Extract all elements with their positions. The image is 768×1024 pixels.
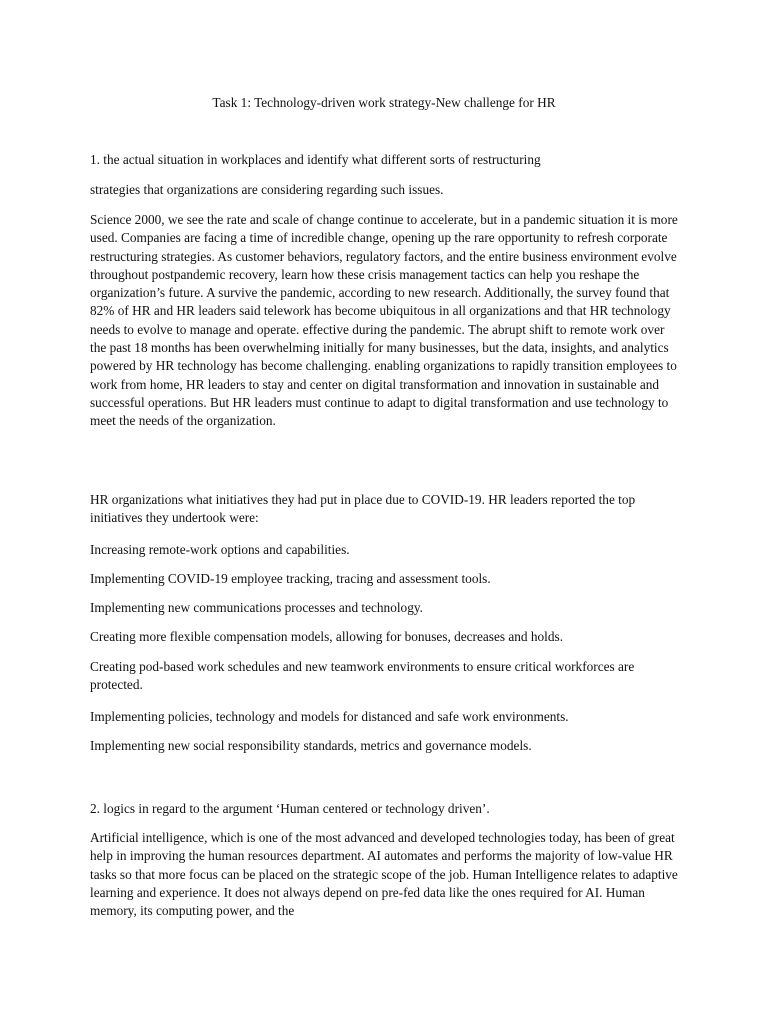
paragraph-2: HR organizations what initiatives they had put in place due to COVID-19. HR leaders reported the top initiatives they undertook were: [90,492,636,526]
initiative-item-7: Implementing new social responsibility standards, metrics and governance models. [90,738,532,753]
section2-heading: 2. logics in regard to the argument ‘Human centered or technology driven’. [90,801,490,816]
initiative-item-1: Increasing remote-work options and capabilities. [90,542,350,557]
initiative-item-3: Implementing new communications processes and technology. [90,600,423,615]
initiative-item-5: Creating pod-based work schedules and new teamwork environments to ensure critical workforces are protected. [90,659,635,693]
document-title: Task 1: Technology-driven work strategy-New challenge for HR [212,95,556,110]
section1-heading: 1. the actual situation in workplaces and identify what different sorts of restructuring [90,152,541,167]
initiative-item-4: Creating more flexible compensation models, allowing for bonuses, decreases and holds. [90,629,564,644]
paragraph-1: Science 2000, we see the rate and scale of change continue to accelerate, but in a pandemic situation it is more used. Companies are facing a time of incredible change, opening up the rare opportunity to refresh corporate restructuring strategies. As customer behaviors, regulatory factors, and the entire business environment evolve throughout postpandemic recovery, learn how these crisis management tactics can help you reshape the organization’s future. A survive the pandemic, according to new research. Additionally, the survey found that 82% of HR and HR leaders said telework has become ubiquitous in all organizations and that HR technology needs to evolve to manage and operate. effective during the pandemic. The abrupt shift to remote work over the past 18 months has been overwhelming initially for many businesses, but the data, insights, and analytics powered by HR technology has become challenging. enabling organizations to rapidly transition employees to work from home, HR leaders to stay and center on digital transformation and innovation in sustainable and successful operations. But HR leaders must continue to adapt to digital transformation and use technology to meet the needs of the organization. [90,212,678,429]
initiative-item-2: Implementing COVID-19 employee tracking, tracing and assessment tools. [90,571,491,586]
section1-heading-continuation: strategies that organizations are considering regarding such issues. [90,182,444,197]
initiative-item-6: Implementing policies, technology and models for distanced and safe work environments. [90,709,569,724]
paragraph-3: Artificial intelligence, which is one of the most advanced and developed technologies today, has been of great help in improving the human resources department. AI automates and performs the majority of low-value HR tasks so that more focus can be placed on the strategic scope of the job. Human Intelligence relates to adaptive learning and experience. It does not always depend on pre-fed data like the ones required for AI. Human memory, its computing power, and the [90,830,678,919]
